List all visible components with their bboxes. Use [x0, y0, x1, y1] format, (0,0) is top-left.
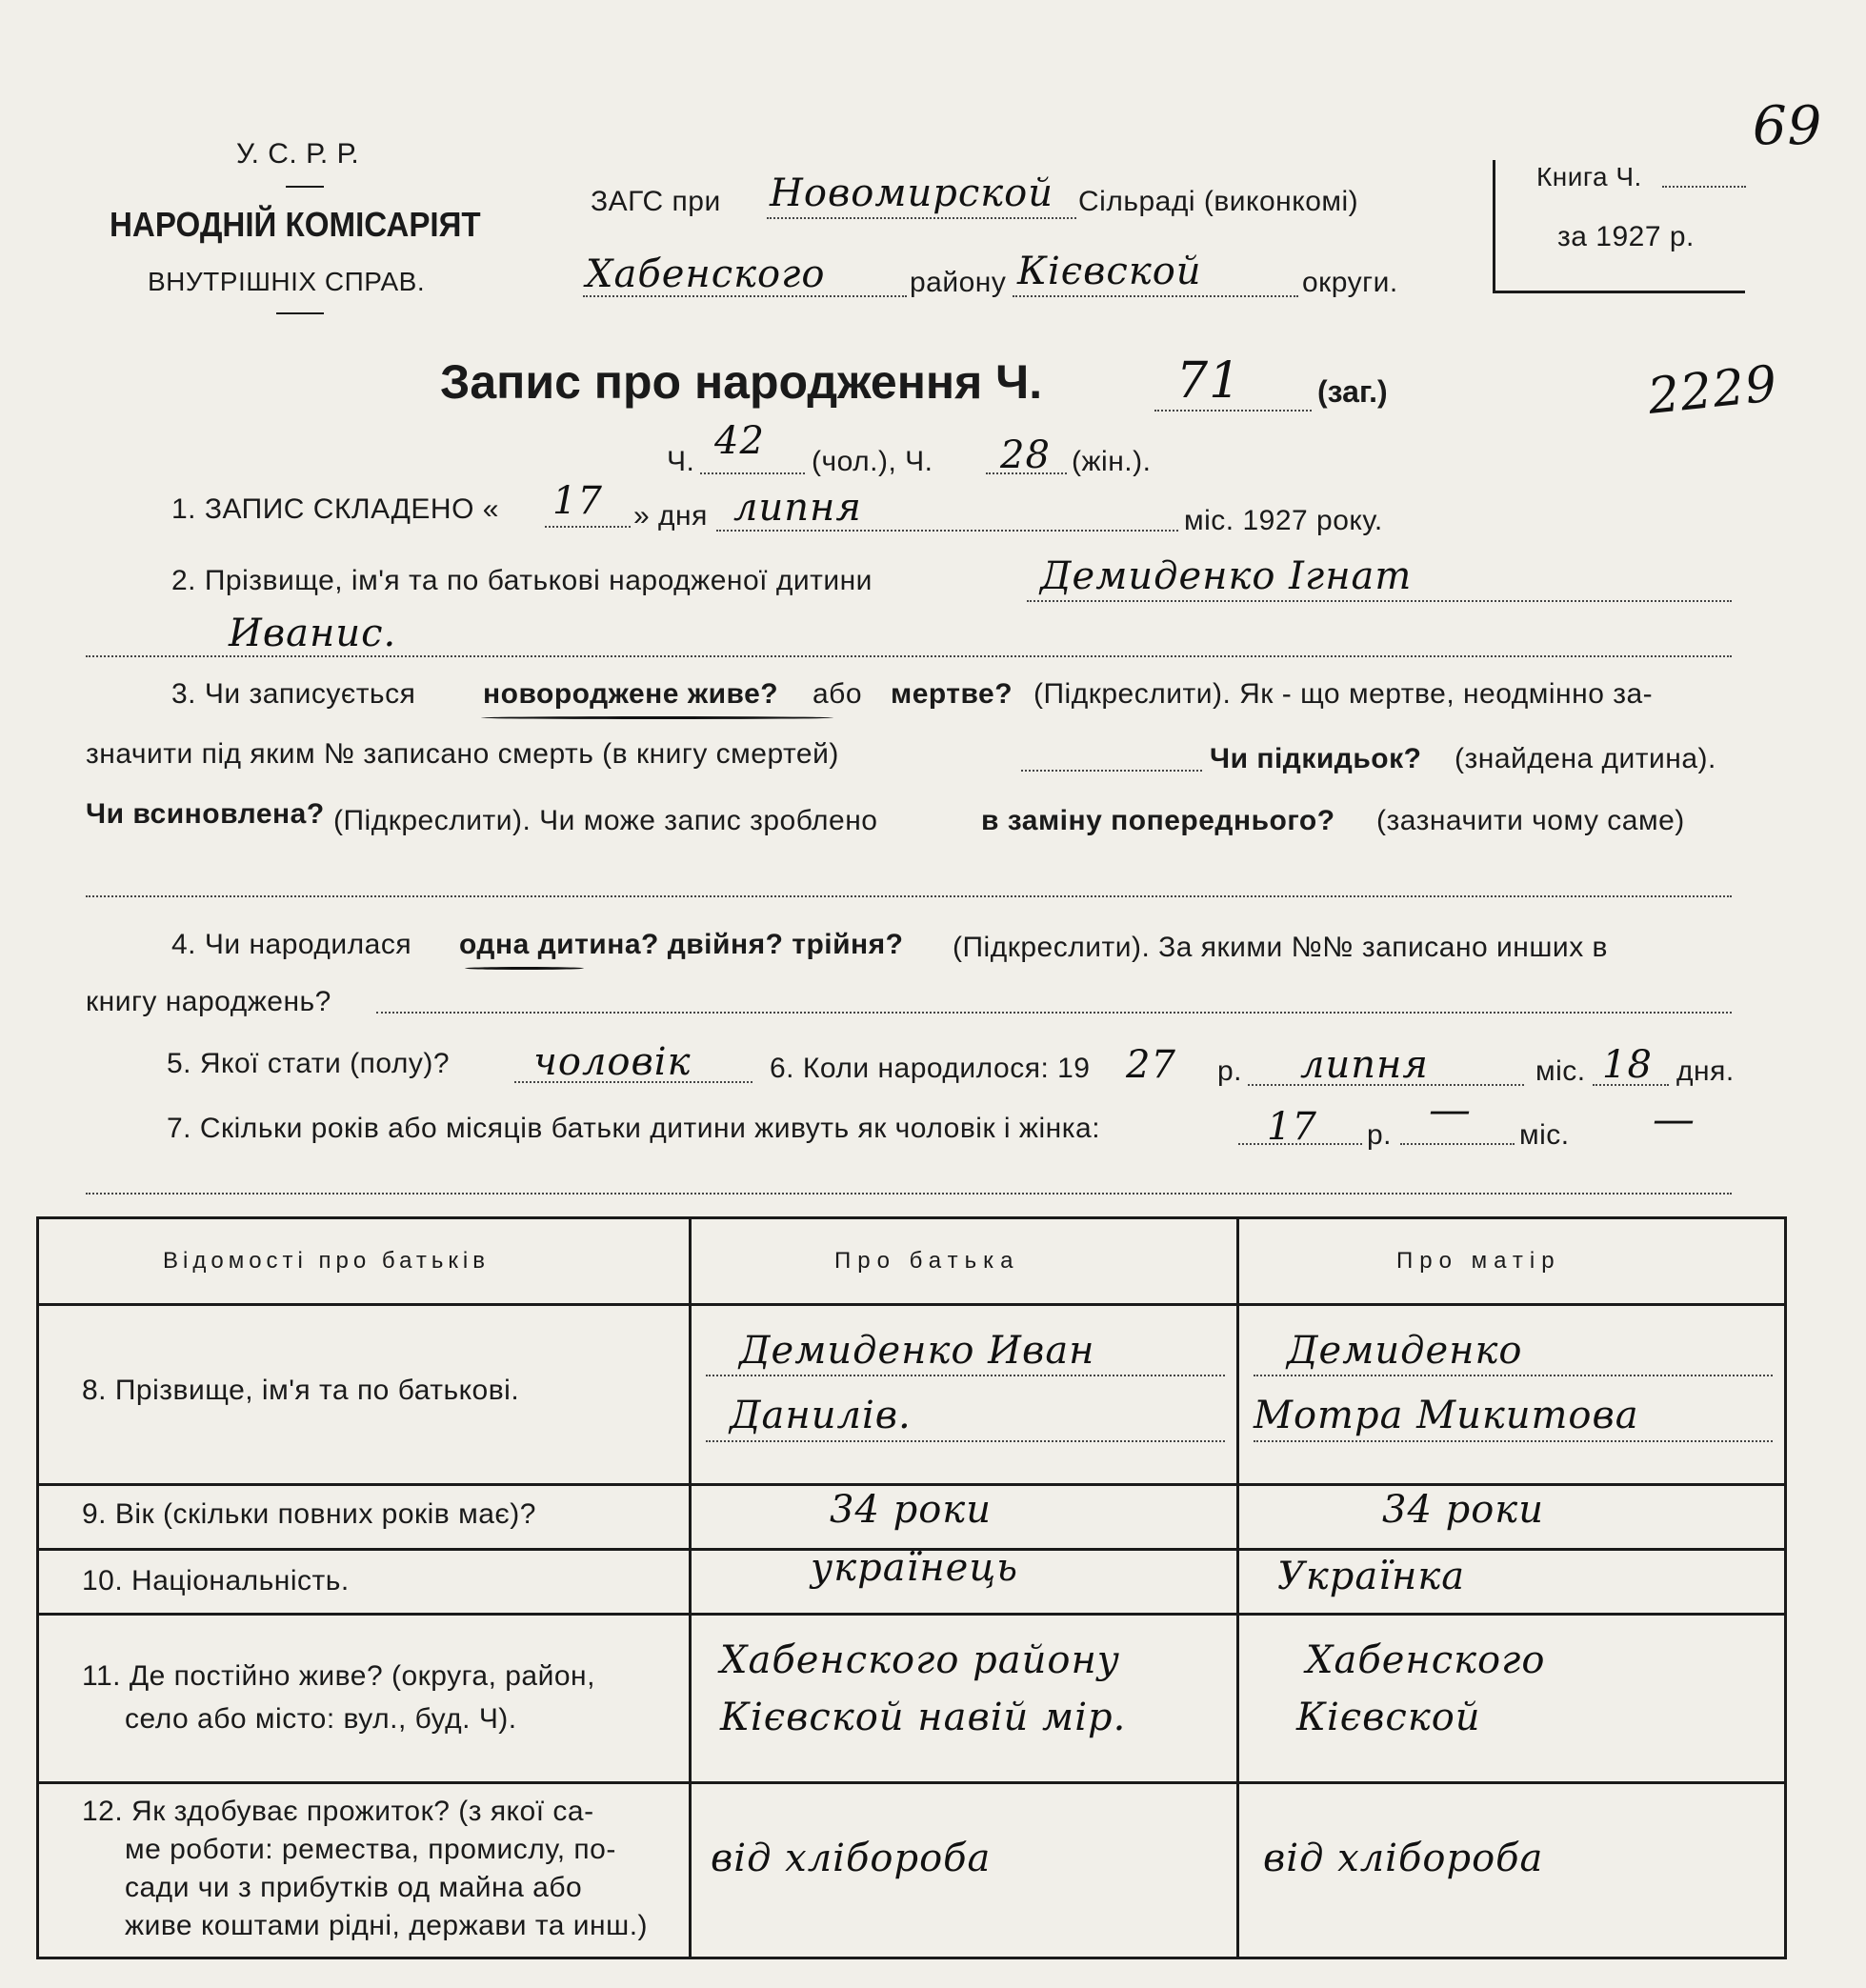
side-number-handwritten: 2229: [1645, 355, 1781, 426]
row-label: 11. Де постійно живе? (округа, район,: [82, 1660, 595, 1692]
item3-dead-option: мертве?: [891, 678, 1013, 710]
row-label-cont: ме роботи: ремества, промислу, по-: [125, 1834, 616, 1865]
col-divider: [1236, 1219, 1239, 1957]
fill-line: [514, 1081, 752, 1083]
book-label: Книга Ч.: [1536, 162, 1642, 191]
item7-label: 7. Скільки років або місяців батьки дитини живуть як чоловік і жінка:: [167, 1113, 1101, 1144]
female-count-handwritten: 28: [1000, 433, 1051, 477]
zags-village-handwritten: Новомирской: [770, 171, 1053, 215]
item1-month-handwritten: липня: [733, 486, 862, 530]
fill-line: [86, 895, 1732, 897]
item3-foundling-note: (знайдена дитина).: [1455, 743, 1716, 774]
row-divider: [39, 1303, 1784, 1306]
item6-month-suffix: міс.: [1535, 1055, 1586, 1087]
fill-line: [716, 530, 1178, 532]
item1-mid: » дня: [633, 500, 708, 532]
district-label: району: [910, 267, 1007, 298]
mother-residence2-handwritten: Кієвской: [1296, 1696, 1481, 1739]
male-suffix: (чол.), Ч.: [812, 446, 933, 477]
row-label: 8. Прізвище, ім'я та по батькові.: [82, 1375, 520, 1406]
divider: [286, 186, 324, 188]
record-title: Запис про народження Ч.: [440, 355, 1043, 409]
mother-occupation-handwritten: від хлібороба: [1263, 1837, 1544, 1880]
fill-line: [376, 1012, 1732, 1014]
fill-line: [86, 655, 1732, 657]
divider: [276, 312, 324, 314]
item4-line2: книгу народжень?: [86, 986, 331, 1017]
mother-name2-handwritten: Мотра Микитова: [1254, 1394, 1639, 1437]
zags-suffix: Сільраді (виконкомі): [1078, 186, 1359, 217]
row-label: 10. Національність.: [82, 1565, 350, 1596]
item3-replacement: в заміну попереднього?: [981, 805, 1335, 836]
row-label: 9. Вік (скільки повних років має)?: [82, 1498, 536, 1530]
item1-day-handwritten: 17: [552, 479, 603, 523]
corner-number-handwritten: 69: [1753, 95, 1823, 157]
row-divider: [39, 1483, 1784, 1486]
item2-label: 2. Прізвище, ім'я та по батькові народженої дитини: [171, 565, 873, 596]
fill-line: [1154, 410, 1312, 412]
fill-line: [1662, 186, 1746, 188]
okrug-label: округи.: [1302, 267, 1398, 298]
total-number-handwritten: 71: [1176, 352, 1242, 410]
father-name-handwritten: Демиденко Иван: [739, 1329, 1095, 1373]
item5-sex-handwritten: чоловік: [533, 1040, 692, 1084]
item1-label: 1. ЗАПИС СКЛАДЕНО «: [171, 493, 499, 525]
female-suffix: (жін.).: [1072, 446, 1152, 477]
item1-end: міс. 1927 року.: [1184, 505, 1383, 536]
fill-line: [1254, 1375, 1773, 1376]
fill-line: [1248, 1084, 1524, 1086]
fill-line: [1013, 295, 1298, 297]
item3-foundling: Чи підкидьок?: [1210, 743, 1422, 774]
item3-alive-option: новороджене живе?: [483, 678, 779, 710]
item3-adopted: Чи всиновлена?: [86, 798, 325, 830]
col-header-father: Про батька: [834, 1248, 1020, 1274]
ministry-title: НАРОДНІЙ КОМІСАРІЯТ: [110, 205, 481, 244]
fill-line: [767, 217, 1076, 219]
row-divider: [39, 1613, 1784, 1616]
fill-line: [700, 472, 805, 474]
col-divider: [689, 1219, 692, 1957]
item7-trailing-dash-handwritten: —: [1653, 1095, 1695, 1144]
item6-year-handwritten: 27: [1126, 1043, 1176, 1087]
item2-name-handwritten: Демиденко Ігнат: [1040, 554, 1413, 598]
male-count-handwritten: 42: [714, 419, 765, 463]
item6-label: 6. Коли народилося: 19: [770, 1053, 1091, 1084]
item6-year-suffix: р.: [1217, 1055, 1243, 1087]
item7-months-suffix: міс.: [1519, 1119, 1570, 1151]
row-label-cont: сади чи з прибутків од майна або: [125, 1872, 583, 1903]
parents-table: [36, 1216, 1787, 1959]
fill-line: [583, 295, 907, 297]
row-divider: [39, 1781, 1784, 1784]
father-residence-handwritten: Хабенского району: [720, 1638, 1120, 1682]
republic-label: У. С. Р. Р.: [236, 138, 360, 170]
book-year: за 1927 р.: [1557, 221, 1695, 252]
row-label-cont: село або місто: вул., буд. Ч).: [125, 1703, 517, 1735]
fill-line: [1254, 1440, 1773, 1442]
item4-options: одна дитина? двійня? трійня?: [459, 929, 904, 960]
item4-instructions: (Підкреслити). За якими №№ записано инших в: [953, 932, 1608, 963]
item3-label: 3. Чи записується: [171, 678, 416, 710]
item7-months-handwritten: —: [1429, 1086, 1472, 1135]
mother-residence-handwritten: Хабенского: [1306, 1638, 1546, 1682]
item6-month-handwritten: липня: [1300, 1043, 1429, 1087]
item7-years-suffix: р.: [1367, 1119, 1393, 1151]
fill-line: [986, 472, 1067, 474]
ch-label: Ч.: [667, 446, 695, 477]
single-child-underline: [465, 967, 584, 970]
item2-name2-handwritten: Иванис.: [229, 612, 397, 655]
item3-line2: значити під яким № записано смерть (в книгу смертей): [86, 738, 839, 770]
mother-age-handwritten: 34 роки: [1382, 1488, 1544, 1532]
okrug-handwritten: Кієвской: [1017, 250, 1202, 293]
col-header-mother: Про матір: [1396, 1248, 1561, 1274]
item5-label: 5. Якої стати (полу)?: [167, 1048, 451, 1079]
mother-nationality-handwritten: Українка: [1277, 1555, 1466, 1598]
father-nationality-handwritten: українець: [811, 1546, 1019, 1590]
ministry-subtitle: ВНУТРІШНІХ СПРАВ.: [148, 267, 426, 296]
fill-line: [706, 1440, 1225, 1442]
fill-line: [86, 1193, 1732, 1195]
father-occupation-handwritten: від хлібороба: [711, 1837, 992, 1880]
mother-name-handwritten: Демиденко: [1287, 1329, 1523, 1373]
district-handwritten: Хабенского: [586, 252, 826, 296]
book-box-left: [1493, 160, 1495, 293]
father-age-handwritten: 34 роки: [830, 1488, 992, 1532]
item3-line3-b: (Підкреслити). Чи може запис зроблено: [333, 805, 878, 836]
book-box-bottom: [1493, 291, 1745, 293]
col-header-info: Відомості про батьків: [163, 1248, 490, 1274]
fill-line: [1238, 1143, 1362, 1145]
alive-underline: [481, 716, 833, 719]
fill-line: [1400, 1143, 1515, 1145]
fill-line: [706, 1375, 1225, 1376]
item4-label: 4. Чи народилася: [171, 929, 412, 960]
row-label: 12. Як здобуває прожиток? (з якої са-: [82, 1796, 594, 1827]
father-residence2-handwritten: Кієвской навій мір.: [720, 1696, 1127, 1739]
item3-instructions: (Підкреслити). Як - що мертве, неодмінно за-: [1033, 678, 1654, 710]
fill-line: [1021, 770, 1202, 772]
total-suffix: (заг.): [1317, 374, 1388, 409]
fill-line: [545, 526, 631, 528]
item6-day-handwritten: 18: [1602, 1043, 1653, 1087]
item3-line3-d: (зазначити чому саме): [1376, 805, 1685, 836]
row-label-cont: живе коштами рідні, держави та инш.): [125, 1910, 649, 1941]
item3-or: або: [813, 678, 863, 710]
item7-years-handwritten: 17: [1267, 1105, 1317, 1149]
item6-day-suffix: дня.: [1676, 1055, 1735, 1087]
zags-prefix: ЗАГС при: [591, 186, 721, 217]
father-name2-handwritten: Данилів.: [730, 1394, 912, 1437]
fill-line: [1593, 1084, 1669, 1086]
fill-line: [1027, 600, 1732, 602]
